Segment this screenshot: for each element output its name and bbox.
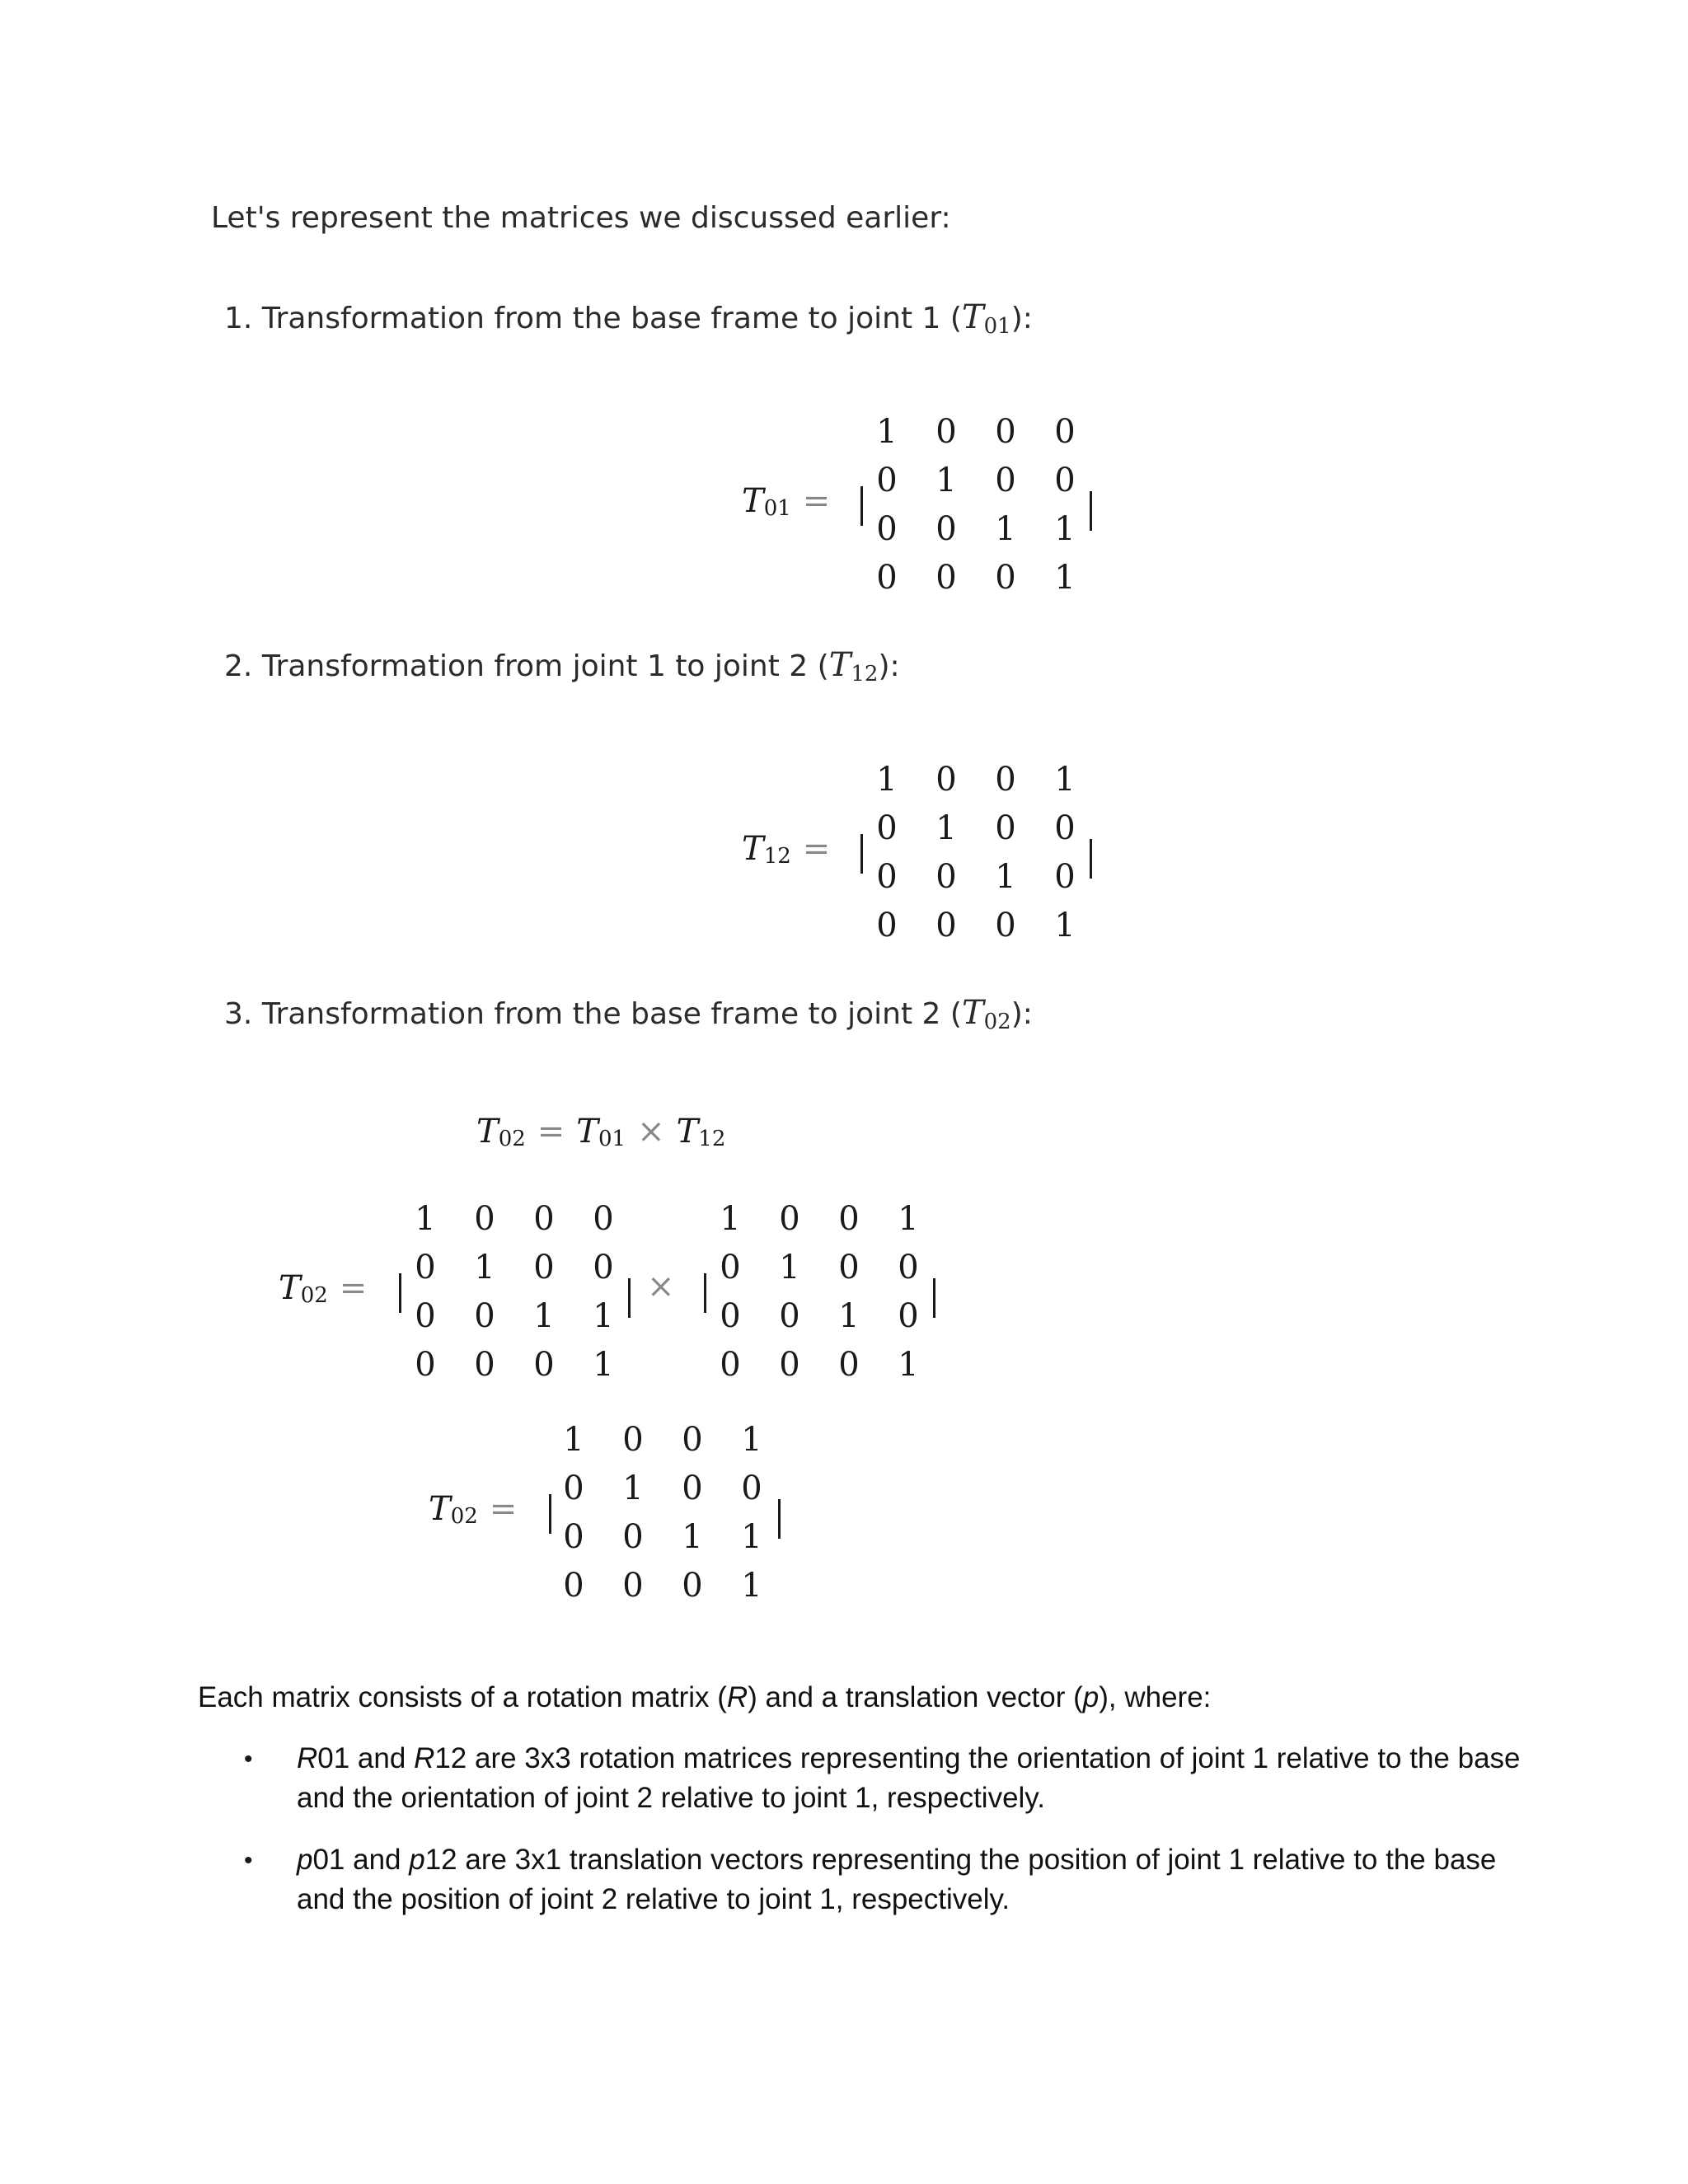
matrix-grid bbox=[544, 1416, 781, 1610]
step1-number: 1. bbox=[224, 302, 253, 335]
right-matrix-grid bbox=[701, 1195, 938, 1390]
matrix-entry: 0 bbox=[741, 1469, 762, 1507]
intro-text: Let's represent the matrices we discussed earlier: bbox=[211, 201, 951, 235]
matrix-entry: 0 bbox=[935, 761, 957, 799]
matrix-entry: 0 bbox=[563, 1518, 584, 1556]
bullet-marker: • bbox=[244, 1847, 253, 1874]
matrix-entry: 1 bbox=[682, 1518, 703, 1556]
matrix-entry: 1 bbox=[741, 1518, 762, 1556]
bullet-item-rotation: R01 and R12 are 3x3 rotation matrices representing the orientation of joint 1 relative to the base and the orientation of joint 2 relative to joint 1, respectively. bbox=[297, 1742, 1521, 1814]
step2-close: ): bbox=[878, 649, 900, 683]
matrix-grid bbox=[857, 756, 1095, 950]
matrix-entry: 0 bbox=[720, 1297, 741, 1335]
step1-text: Transformation from the base frame to joint 1 ( bbox=[261, 302, 962, 335]
matrix-entry: 0 bbox=[533, 1200, 555, 1238]
matrix-entry: 0 bbox=[995, 462, 1016, 499]
step2-symbol: $T_{12}$ bbox=[828, 646, 879, 687]
matrix-entry: 0 bbox=[593, 1200, 614, 1238]
matrix-entry: 0 bbox=[995, 907, 1016, 944]
matrix-entry: 0 bbox=[779, 1346, 800, 1384]
matrix-entry: 0 bbox=[876, 809, 898, 847]
matrix-entry: 1 bbox=[995, 510, 1016, 548]
matrix-entry: 0 bbox=[622, 1421, 644, 1459]
matrix-entry: 0 bbox=[474, 1346, 495, 1384]
matrix-right-bar bbox=[1090, 491, 1092, 531]
matrix-entry: 0 bbox=[474, 1200, 495, 1238]
matrix-right-bar bbox=[778, 1499, 781, 1539]
step3-symbol: $T_{02}$ bbox=[961, 994, 1011, 1034]
matrix-entry: 0 bbox=[622, 1567, 644, 1605]
times-sign: × bbox=[647, 1268, 675, 1305]
matrix-entry: 1 bbox=[1054, 907, 1076, 944]
matrix-entry: 1 bbox=[741, 1567, 762, 1605]
matrix-entry: 0 bbox=[995, 413, 1016, 451]
equation-lhs: $T_{01}$ = bbox=[742, 482, 831, 521]
matrix-entry: 1 bbox=[995, 858, 1016, 896]
matrix-entry: 1 bbox=[1054, 510, 1076, 548]
matrix-entry: 0 bbox=[876, 559, 898, 597]
matrix-entry: 0 bbox=[682, 1567, 703, 1605]
matrix-entry: 1 bbox=[1054, 761, 1076, 799]
matrix-entry: 0 bbox=[935, 559, 957, 597]
matrix-entry: 0 bbox=[935, 413, 957, 451]
left-matrix-grid bbox=[396, 1195, 633, 1390]
matrix-entry: 1 bbox=[415, 1200, 436, 1238]
matrix-entry: 1 bbox=[838, 1297, 860, 1335]
matrix-entry: 0 bbox=[995, 809, 1016, 847]
step1-heading bbox=[224, 298, 1033, 339]
matrix-entry: 0 bbox=[1054, 462, 1076, 499]
step3-close: ): bbox=[1010, 997, 1033, 1031]
matrix-entry: 1 bbox=[533, 1297, 555, 1335]
matrix-entry: 1 bbox=[1054, 559, 1076, 597]
matrix-entry: 0 bbox=[876, 907, 898, 944]
matrix-entry: 1 bbox=[876, 761, 898, 799]
matrix-entry: 0 bbox=[682, 1469, 703, 1507]
matrix-entry: 1 bbox=[622, 1469, 644, 1507]
matrix-entry: 0 bbox=[838, 1200, 860, 1238]
matrix-entry: 0 bbox=[1054, 809, 1076, 847]
matrix-entry: 1 bbox=[898, 1200, 919, 1238]
equation-lhs: $T_{02}$ = bbox=[429, 1490, 518, 1529]
step2-text: Transformation from joint 1 to joint 2 ( bbox=[261, 649, 829, 683]
matrix-entry: 0 bbox=[593, 1249, 614, 1286]
matrix-entry: 0 bbox=[838, 1249, 860, 1286]
matrix-entry: 0 bbox=[898, 1249, 919, 1286]
matrix-entry: 1 bbox=[593, 1297, 614, 1335]
matrix-entry: 0 bbox=[415, 1249, 436, 1286]
matrix-entry: 0 bbox=[876, 462, 898, 499]
matrix-entry: 0 bbox=[720, 1249, 741, 1286]
matrix-entry: 1 bbox=[741, 1421, 762, 1459]
equation-lhs: $T_{02}$ = bbox=[279, 1269, 368, 1308]
matrix-entry: 0 bbox=[898, 1297, 919, 1335]
matrix-entry: 0 bbox=[995, 559, 1016, 597]
matrix-entry: 0 bbox=[415, 1346, 436, 1384]
step2-number: 2. bbox=[224, 649, 253, 683]
bullet-item-translation: p01 and p12 are 3x1 translation vectors representing the position of joint 1 relative to the base and the position of joint 2 relative to joint 1, respectively. bbox=[297, 1844, 1497, 1915]
matrix-entry: 0 bbox=[935, 858, 957, 896]
matrix-entry: 1 bbox=[474, 1249, 495, 1286]
matrix-entry: 0 bbox=[876, 510, 898, 548]
matrix-entry: 1 bbox=[593, 1346, 614, 1384]
step1-symbol: $T_{01}$ bbox=[961, 298, 1011, 339]
matrix-entry: 0 bbox=[622, 1518, 644, 1556]
matrix-entry: 0 bbox=[474, 1297, 495, 1335]
matrix-entry: 1 bbox=[935, 809, 957, 847]
step3-text: Transformation from the base frame to joint 2 ( bbox=[261, 997, 962, 1031]
bullet-marker: • bbox=[244, 1746, 253, 1773]
matrix-entry: 1 bbox=[720, 1200, 741, 1238]
matrix-entry: 0 bbox=[995, 761, 1016, 799]
matrix-entry: 1 bbox=[876, 413, 898, 451]
equation-lhs: $T_{12}$ = bbox=[742, 830, 831, 869]
matrix-entry: 0 bbox=[1054, 413, 1076, 451]
step3-heading bbox=[224, 994, 1033, 1034]
matrix-right-bar bbox=[1090, 839, 1092, 879]
matrix-right-bar bbox=[628, 1278, 631, 1318]
matrix-entry: 0 bbox=[563, 1469, 584, 1507]
matrix-right-bar bbox=[933, 1278, 935, 1318]
matrix-entry: 0 bbox=[876, 858, 898, 896]
matrix-entry: 0 bbox=[533, 1346, 555, 1384]
matrix-entry: 0 bbox=[563, 1567, 584, 1605]
step3-number: 3. bbox=[224, 997, 253, 1031]
matrix-entry: 0 bbox=[779, 1297, 800, 1335]
matrix-entry: 0 bbox=[779, 1200, 800, 1238]
matrix-grid bbox=[857, 408, 1095, 602]
matrix-entry: 0 bbox=[935, 510, 957, 548]
matrix-entry: 1 bbox=[935, 462, 957, 499]
matrix-entry: 1 bbox=[563, 1421, 584, 1459]
matrix-entry: 0 bbox=[415, 1297, 436, 1335]
matrix-entry: 0 bbox=[720, 1346, 741, 1384]
step2-heading bbox=[224, 646, 900, 687]
matrix-entry: 1 bbox=[898, 1346, 919, 1384]
matrix-entry: 0 bbox=[935, 907, 957, 944]
step1-close: ): bbox=[1010, 302, 1033, 335]
matrix-entry: 1 bbox=[779, 1249, 800, 1286]
matrix-entry: 0 bbox=[838, 1346, 860, 1384]
matrix-entry: 0 bbox=[533, 1249, 555, 1286]
explanation-paragraph: Each matrix consists of a rotation matrix (R) and a translation vector (p), where: bbox=[198, 1681, 1212, 1713]
matrix-entry: 0 bbox=[682, 1421, 703, 1459]
matrix-entry: 0 bbox=[1054, 858, 1076, 896]
